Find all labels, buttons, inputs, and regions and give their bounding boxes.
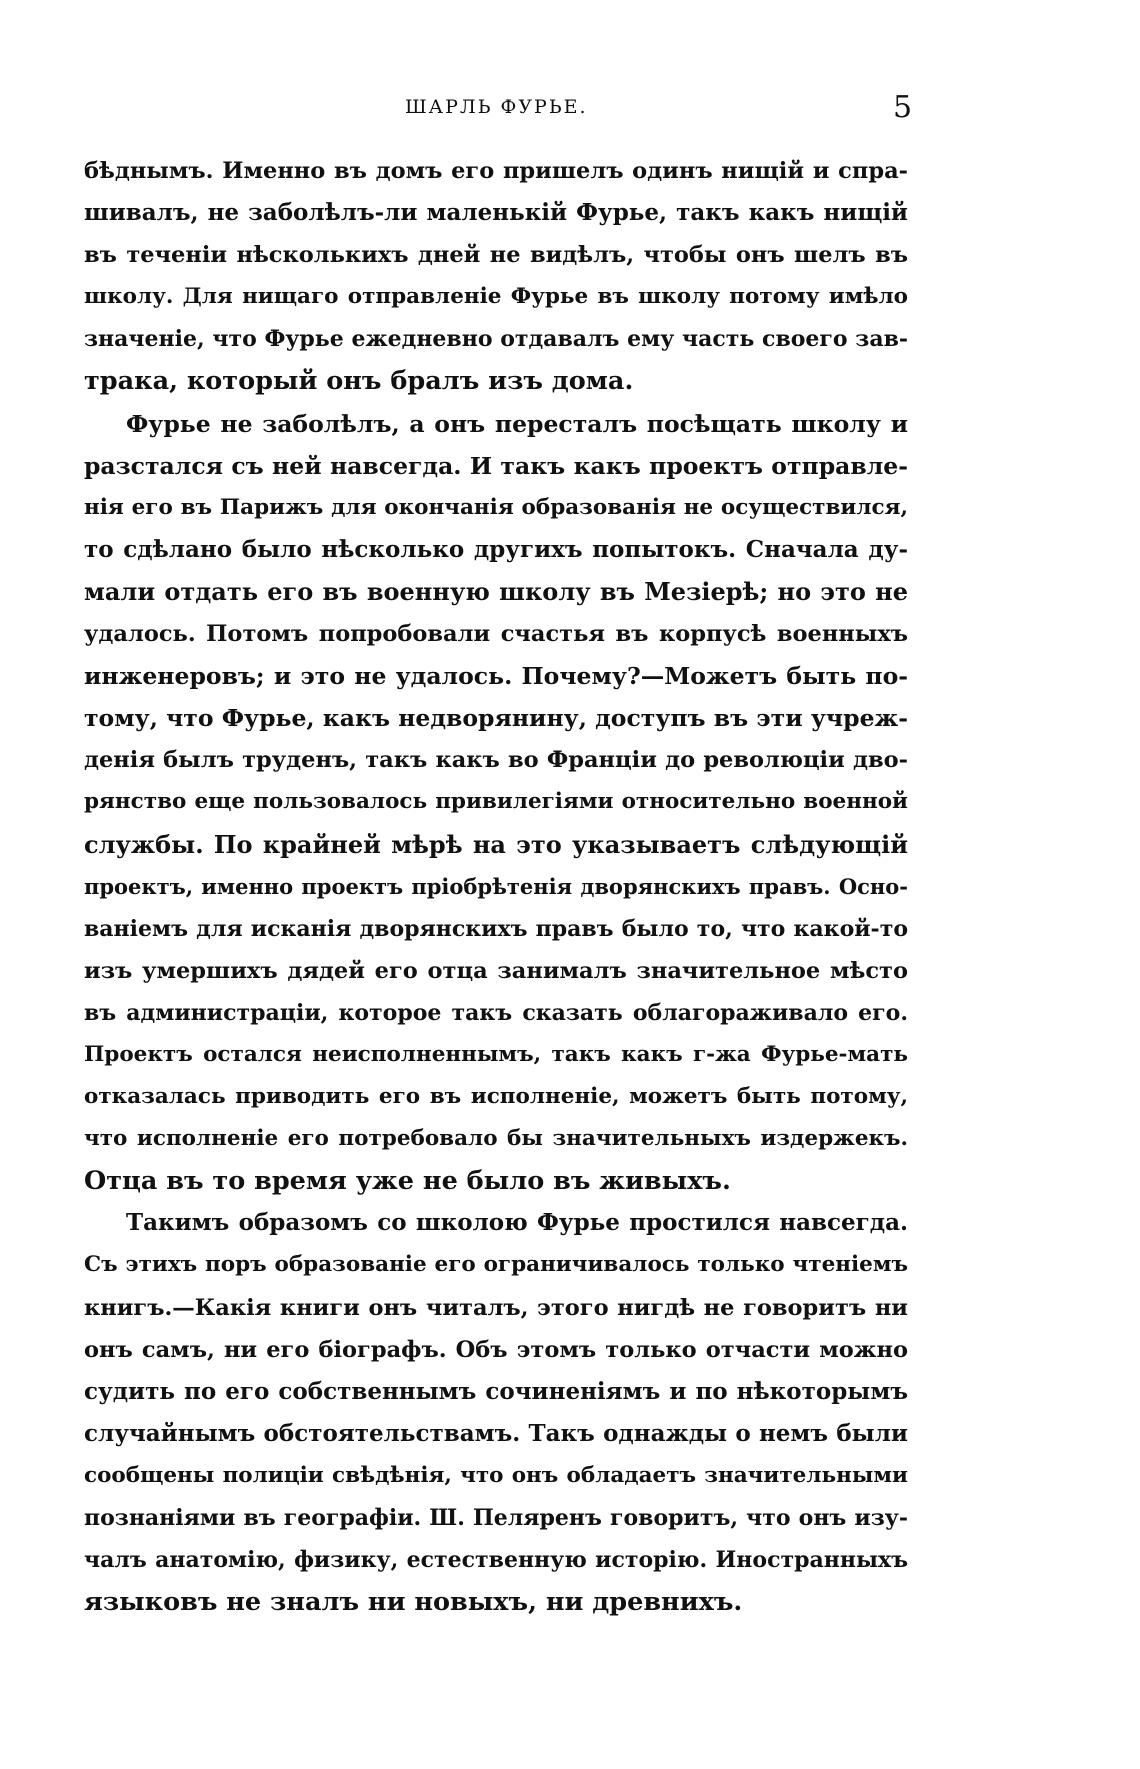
text-line: въ теченіи нѣсколькихъ дней не видѣлъ, чтобы онъ шелъ въ [84, 242, 908, 269]
text-line: изъ умершихъ дядей его отца занималъ значительное мѣсто [84, 957, 908, 984]
running-head [0, 90, 1140, 136]
text-line: Отца въ то время уже не было въ живыхъ. [84, 1166, 731, 1197]
text-line: школу. Для нищаго отправленіе Фурье въ школу потому имѣло [84, 284, 908, 310]
text-line: то сдѣлано было нѣсколько другихъ попытокъ. Сначала ду- [84, 535, 908, 563]
page-number: 5 [893, 90, 913, 125]
text-line: разстался съ ней навсегда. И такъ какъ проектъ отправле- [84, 451, 908, 480]
text-line: Фурье не заболѣлъ, а онъ пересталъ посѣщать школу и [126, 409, 908, 438]
text-line: ваніемъ для исканія дворянскихъ правъ было то, что какой-то [84, 915, 908, 942]
text-line: языковъ не зналъ ни новыхъ, ни древнихъ. [84, 1587, 743, 1618]
text-line: рянство еще пользовалось привилегіями относительно военной [84, 789, 908, 815]
text-line: Такимъ образомъ со школою Фурье простился навсегда. [126, 1209, 908, 1237]
text-line: удалось. Потомъ попробовали счастья въ корпусѣ военныхъ [84, 621, 908, 648]
text-line: бѣднымъ. Именно въ домъ его пришелъ одинъ нищій и спра- [84, 158, 908, 184]
text-line: книгъ.—Какія книги онъ читалъ, этого нигдѣ не говоритъ ни [84, 1294, 908, 1321]
text-line: Проектъ остался неисполненнымъ, такъ какъ г-жа Фурье-мать [84, 1041, 908, 1067]
body-text [84, 150, 908, 1623]
text-line: инженеровъ; и это не удалось. Почему?—Можетъ быть по- [84, 662, 908, 691]
text-line: что исполненіе его потребовало бы значительныхъ издержекъ. [84, 1126, 908, 1152]
paragraph-3 [84, 1202, 908, 1623]
text-line: судить по его собственнымъ сочиненіямъ и по нѣкоторымъ [84, 1377, 908, 1405]
text-line: чалъ анатомію, физику, естественную исторію. Иностранныхъ [84, 1547, 908, 1574]
text-line: проектъ, именно проектъ пріобрѣтенія дворянскихъ правъ. Осно- [84, 873, 908, 899]
text-line: нія его въ Парижъ для окончанія образованія не осуществился, [84, 494, 908, 520]
paragraph-1 [84, 150, 908, 403]
running-title: ШАРЛЬ ФУРЬЕ. [405, 96, 588, 118]
paragraph-2 [84, 403, 908, 1203]
text-line: Съ этихъ поръ образованіе его ограничивалось только чтеніемъ [84, 1252, 908, 1278]
text-line: познаніями въ географіи. Ш. Пеляренъ говоритъ, что онъ изу- [84, 1505, 908, 1531]
text-line: службы. По крайней мѣрѣ на это указываетъ слѣдующій [84, 829, 908, 859]
text-line: тому, что Фурье, какъ недворянину, доступъ въ эти учреж- [84, 704, 908, 733]
text-line: значеніе, что Фурье ежедневно отдавалъ ему часть своего зав- [84, 326, 908, 353]
text-line: случайнымъ обстоятельствамъ. Такъ однажды о немъ были [84, 1419, 908, 1447]
text-line: въ администраціи, которое такъ сказать облагораживало его. [84, 999, 908, 1026]
text-line: онъ самъ, ни его біографъ. Объ этомъ только отчасти можно [84, 1336, 908, 1363]
text-line: трака, который онъ бралъ изъ дома. [84, 366, 634, 397]
text-line: мали отдать его въ военную школу въ Мезіерѣ; но это не [84, 576, 908, 606]
text-line: денія былъ труденъ, такъ какъ во Франціи до революціи дво- [84, 747, 908, 774]
text-line: отказалась приводить его въ исполненіе, можетъ быть потому, [84, 1084, 908, 1110]
text-line: сообщены полиціи свѣдѣнія, что онъ обладаетъ значительными [84, 1462, 908, 1488]
text-line: шивалъ, не заболѣлъ-ли маленькій Фурье, такъ какъ нищій [84, 199, 908, 227]
